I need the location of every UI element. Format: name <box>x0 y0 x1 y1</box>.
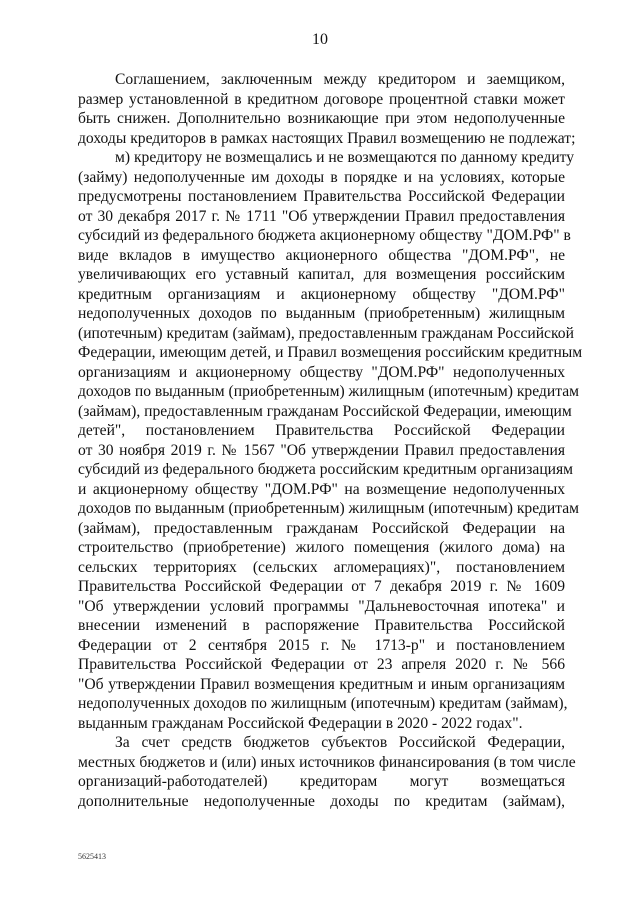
text-line: Правительства Российской Федерации от 7 декабря 2019 г. № 1609 <box>78 578 565 595</box>
paragraph <box>78 70 576 148</box>
text-line: организаций-работодателей) кредиторам могут возмещаться <box>78 773 565 790</box>
text-line: увеличивающих его уставный капитал, для возмещения российским <box>78 266 565 283</box>
text-line: и акционерному обществу "ДОМ.РФ" на возмещение недополученных <box>78 480 565 498</box>
text-line: выданным гражданам Российской Федерации в 2020 - 2022 годах". <box>78 714 523 732</box>
text-line: местных бюджетов и (или) иных источников финансирования (в том числе <box>78 753 576 771</box>
text-line: предусмотрены постановлением Правительства Российской Федерации <box>78 188 565 205</box>
paragraph <box>78 733 576 811</box>
text-line: субсидий из федерального бюджета российским кредитным организациям <box>78 461 574 478</box>
text-line: Правительства Российской Федерации от 23 апреля 2020 г. № 566 <box>78 656 565 673</box>
paragraph <box>78 148 583 733</box>
text-line: детей", постановлением Правительства Российской Федерации <box>78 422 565 439</box>
text-line: Федерации, имеющим детей, и Правил возмещения российским кредитным <box>78 344 583 361</box>
text-line: быть снижен. Дополнительно возникающие при этом недополученные <box>78 110 565 127</box>
text-line: доходов по выданным (приобретенным) жилищным (ипотечным) кредитам <box>78 383 579 400</box>
text-line: доходов по выданным (приобретенным) жилищным (ипотечным) кредитам <box>78 500 579 517</box>
text-line: м) кредитору не возмещались и не возмещаются по данному кредиту <box>115 149 575 166</box>
text-line: доходы кредиторов в рамках настоящих Правил возмещению не подлежат; <box>78 129 576 147</box>
text-line: недополученных доходов по жилищным (ипотечным) кредитам (займам), <box>78 695 568 712</box>
text-line: от 30 ноября 2019 г. № 1567 "Об утверждении Правил предоставления <box>78 441 565 459</box>
text-line: кредитным организациям и акционерному обществу "ДОМ.РФ" <box>78 285 565 303</box>
text-line: "Об утверждении Правил возмещения кредитным и иным организациям <box>78 675 565 693</box>
document-footer-code: 5625413 <box>78 852 106 861</box>
text-line: субсидий из федерального бюджета акционерному обществу "ДОМ.РФ" в <box>78 227 571 244</box>
page-number: 10 <box>312 31 328 48</box>
text-line: За счет средств бюджетов субъектов Российской Федерации, <box>115 734 565 751</box>
text-line: "Об утверждении условий программы "Дальневосточная ипотека" и <box>78 597 565 615</box>
text-line: внесении изменений в распоряжение Правительства Российской <box>78 617 565 634</box>
text-line: (займу) недополученные им доходы в порядке и на условиях, которые <box>78 168 565 186</box>
text-line: (займам), предоставленным гражданам Российской Федерации, имеющим <box>78 402 572 420</box>
text-line: организациям и акционерному обществу "ДОМ.РФ" недополученных <box>78 363 565 381</box>
text-line: виде вкладов в имущество акционерного общества "ДОМ.РФ", не <box>78 246 565 264</box>
text-line: строительство (приобретение) жилого помещения (жилого дома) на <box>78 539 565 556</box>
text-line: недополученных доходов по выданным (приобретенным) жилищным <box>78 305 565 322</box>
text-line: Федерации от 2 сентября 2015 г. № 1713-р" и постановлением <box>78 636 565 654</box>
document-body <box>78 70 583 811</box>
text-line: от 30 декабря 2017 г. № 1711 "Об утверждении Правил предоставления <box>78 207 565 225</box>
text-line: (займам), предоставленным гражданам Российской Федерации на <box>78 519 565 537</box>
text-line: дополнительные недополученные доходы по кредитам (займам), <box>78 792 565 810</box>
text-line: Соглашением, заключенным между кредитором и заемщиком, <box>115 71 565 88</box>
text-line: размер установленной в кредитном договоре процентной ставки может <box>78 90 565 108</box>
text-line: (ипотечным) кредитам (займам), предоставленным гражданам Российской <box>78 324 574 342</box>
text-line: сельских территориях (сельских агломерациях)", постановлением <box>78 558 565 576</box>
